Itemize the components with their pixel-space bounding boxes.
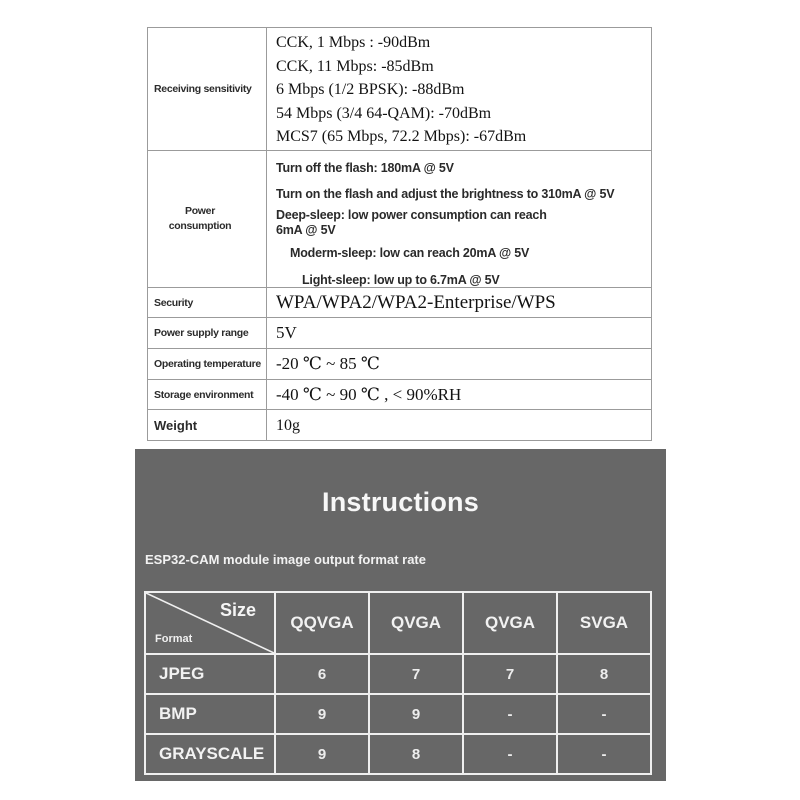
- instructions-section: [135, 449, 666, 781]
- grayscale-qvga2-value: -: [463, 734, 557, 774]
- spec-table: [147, 27, 652, 441]
- power-line: 6mA @ 5V: [276, 223, 336, 237]
- format-row-bmp: [145, 694, 651, 734]
- power-line: Moderm-sleep: low can reach 20mA @ 5V: [290, 246, 530, 260]
- column-header-qvga-2: QVGA: [463, 592, 557, 654]
- sensitivity-line: CCK, 1 Mbps : -90dBm: [276, 34, 431, 51]
- spec-value-weight: 10g: [276, 416, 300, 434]
- spec-row-storage-environment: [148, 380, 651, 410]
- instructions-subtitle: ESP32-CAM module image output format rate: [145, 552, 426, 567]
- spec-row-weight: [148, 410, 651, 441]
- format-row-jpeg: [145, 654, 651, 694]
- spec-label-power-supply-range: Power supply range: [148, 318, 267, 348]
- grayscale-qqvga-value: 9: [275, 734, 369, 774]
- spec-label-power-consumption: [148, 151, 267, 287]
- instructions-title: Instructions: [322, 487, 479, 517]
- format-row-grayscale: [145, 734, 651, 774]
- bmp-svga-value: -: [557, 694, 651, 734]
- spec-value-storage-environment: -40 ℃ ~ 90 ℃ , < 90%RH: [276, 384, 462, 404]
- format-size-corner-cell: [145, 592, 275, 654]
- jpeg-qvga2-value: 7: [463, 654, 557, 694]
- format-name-jpeg: JPEG: [145, 654, 275, 694]
- grayscale-svga-value: -: [557, 734, 651, 774]
- bmp-qvga1-value: 9: [369, 694, 463, 734]
- column-header-svga: SVGA: [557, 592, 651, 654]
- spec-row-security: [148, 288, 651, 318]
- corner-format-label: Format: [155, 633, 193, 645]
- spec-label-receiving-sensitivity: Receiving sensitivity: [148, 28, 267, 150]
- bmp-qvga2-value: -: [463, 694, 557, 734]
- power-line: Turn on the flash and adjust the brightness to 310mA @ 5V: [276, 187, 615, 201]
- spec-value-receiving-sensitivity: [267, 28, 651, 150]
- spec-row-power-consumption: [148, 151, 651, 288]
- format-table-header-row: [145, 592, 651, 654]
- power-line: Light-sleep: low up to 6.7mA @ 5V: [302, 273, 500, 287]
- jpeg-qqvga-value: 6: [275, 654, 369, 694]
- corner-size-label: Size: [219, 600, 256, 620]
- spec-label-weight: Weight: [148, 410, 267, 441]
- format-rate-table: [144, 591, 652, 775]
- power-label-line: consumption: [168, 220, 232, 232]
- sensitivity-line: CCK, 11 Mbps: -85dBm: [276, 57, 434, 75]
- spec-label-security: Security: [148, 288, 267, 317]
- sensitivity-line: 6 Mbps (1/2 BPSK): -88dBm: [276, 81, 465, 98]
- column-header-qqvga: QQVGA: [275, 592, 369, 654]
- format-name-grayscale: GRAYSCALE: [145, 734, 275, 774]
- spec-value-power-supply-range: 5V: [276, 323, 297, 342]
- sensitivity-line: 54 Mbps (3/4 64-QAM): -70dBm: [276, 104, 492, 122]
- grayscale-qvga1-value: 8: [369, 734, 463, 774]
- spec-label-operating-temperature: Operating temperature: [148, 349, 267, 379]
- spec-label-storage-environment: Storage environment: [148, 380, 267, 409]
- jpeg-svga-value: 8: [557, 654, 651, 694]
- spec-value-security: WPA/WPA2/WPA2-Enterprise/WPS: [276, 291, 556, 313]
- power-line: Deep-sleep: low power consumption can reach: [276, 208, 547, 222]
- power-line: Turn off the flash: 180mA @ 5V: [276, 161, 454, 175]
- spec-value-operating-temperature: -20 ℃ ~ 85 ℃: [276, 354, 380, 373]
- spec-value-power-consumption: [267, 151, 651, 287]
- format-name-bmp: BMP: [145, 694, 275, 734]
- spec-row-power-supply-range: [148, 318, 651, 349]
- sensitivity-line: MCS7 (65 Mbps, 72.2 Mbps): -67dBm: [276, 128, 527, 145]
- power-label-line: Power: [184, 205, 215, 217]
- column-header-qvga-1: QVGA: [369, 592, 463, 654]
- bmp-qqvga-value: 9: [275, 694, 369, 734]
- spec-row-operating-temperature: [148, 349, 651, 380]
- jpeg-qvga1-value: 7: [369, 654, 463, 694]
- spec-row-receiving-sensitivity: [148, 28, 651, 151]
